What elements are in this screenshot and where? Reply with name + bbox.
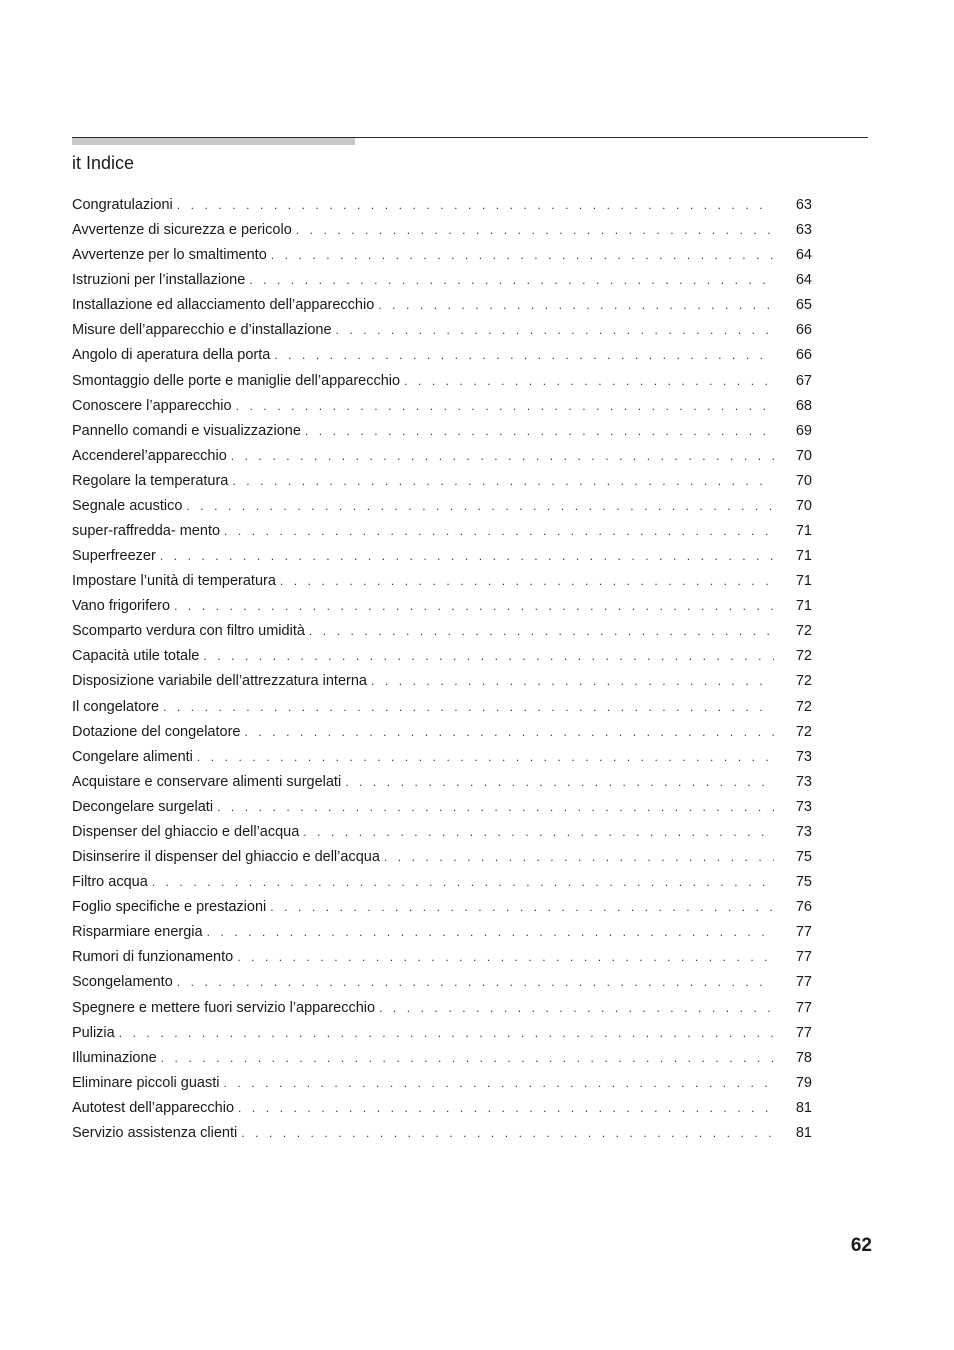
toc-entry[interactable] — [72, 519, 812, 544]
toc-entry[interactable] — [72, 970, 812, 995]
toc-entry-title: Acquistare e conservare alimenti surgelati — [72, 773, 342, 790]
toc-entry-page: 77 — [795, 974, 812, 991]
toc-entry-page: 77 — [795, 949, 812, 966]
toc-dot-leader — [152, 870, 774, 895]
toc-entry-page: 70 — [795, 472, 812, 489]
toc-entry-title: Scongelamento — [72, 974, 173, 991]
toc-entry-page: 70 — [795, 447, 812, 464]
toc-entry[interactable] — [72, 469, 812, 494]
toc-entry-page: 73 — [795, 773, 812, 790]
toc-dot-leader — [203, 644, 774, 669]
toc-entry-page: 73 — [795, 823, 812, 840]
toc-dot-leader — [238, 1096, 774, 1121]
toc-entry-title: Misure dell’apparecchio e d’installazione — [72, 322, 332, 339]
toc-dot-leader — [371, 669, 774, 694]
toc-dot-leader — [217, 795, 774, 820]
toc-entry-title: Disinserire il dispenser del ghiaccio e dell’acqua — [72, 849, 380, 866]
toc-entry-page: 64 — [795, 272, 812, 289]
toc-entry-title: Superfreezer — [72, 548, 156, 565]
toc-entry-title: Congratulazioni — [72, 197, 173, 213]
toc-entry[interactable] — [72, 669, 812, 694]
toc-entry[interactable] — [72, 870, 812, 895]
toc-dot-leader — [236, 394, 774, 419]
toc-entry[interactable] — [72, 369, 812, 394]
toc-entry-page: 71 — [795, 598, 812, 615]
toc-entry-title: Accenderel’apparecchio — [72, 447, 227, 464]
toc-entry-page: 73 — [795, 748, 812, 765]
toc-entry[interactable] — [72, 494, 812, 519]
toc-entry-page: 75 — [795, 849, 812, 866]
toc-entry-title: Segnale acustico — [72, 497, 183, 514]
toc-entry[interactable] — [72, 394, 812, 419]
toc-dot-leader — [241, 1121, 774, 1146]
toc-entry-title: Servizio assistenza clienti — [72, 1124, 238, 1141]
toc-entry[interactable] — [72, 945, 812, 970]
toc-entry-title: Installazione ed allacciamento dell’apparecchio — [72, 297, 375, 314]
toc-entry[interactable] — [72, 218, 812, 243]
toc-dot-leader — [119, 1021, 774, 1046]
toc-entry[interactable] — [72, 1021, 812, 1046]
toc-entry-page: 71 — [795, 523, 812, 540]
toc-entry-title: Dispenser del ghiaccio e dell’acqua — [72, 823, 300, 840]
toc-entry-page: 76 — [795, 899, 812, 916]
toc-dot-leader — [223, 1071, 774, 1096]
toc-dot-leader — [270, 895, 774, 920]
toc-entry-title: Smontaggio delle porte e maniglie dell’apparecchio — [72, 372, 401, 389]
toc-entry[interactable] — [72, 920, 812, 945]
toc-dot-leader — [232, 469, 774, 494]
toc-dot-leader — [160, 544, 774, 569]
toc-entry-page: 71 — [795, 548, 812, 565]
toc-dot-leader — [345, 770, 774, 795]
section-title: it Indice — [72, 153, 135, 173]
toc-entry-page: 66 — [795, 347, 812, 364]
toc-entry-title: Foglio specifiche e prestazioni — [72, 899, 267, 916]
toc-dot-leader — [224, 519, 774, 544]
toc-entry-title: Avvertenze per lo smaltimento — [72, 247, 267, 264]
toc-dot-leader — [161, 1046, 774, 1071]
toc-entry-page: 70 — [795, 497, 812, 514]
toc-entry-title: Angolo di aperatura della porta — [72, 347, 271, 364]
toc-entry-title: Spegnere e mettere fuori servizio l’apparecchio — [72, 999, 376, 1016]
toc-entry-title: Il congelatore — [72, 698, 160, 715]
toc-entry-page: 81 — [795, 1124, 812, 1141]
toc-entry[interactable] — [72, 820, 812, 845]
toc-dot-leader — [207, 920, 774, 945]
toc-entry-title: Capacità utile totale — [72, 648, 200, 665]
toc-entry-title: Eliminare piccoli guasti — [72, 1074, 220, 1091]
toc-entry-page: 77 — [795, 1024, 812, 1041]
toc-entry-title: Risparmiare energia — [72, 924, 203, 941]
toc-entry[interactable] — [72, 268, 812, 293]
toc-entry-page: 72 — [795, 673, 812, 690]
toc-entry-page: 79 — [795, 1074, 812, 1091]
toc-entry[interactable] — [72, 895, 812, 920]
toc-entry[interactable] — [72, 795, 812, 820]
toc-entry-page: 68 — [795, 397, 812, 414]
toc-entry-page: 72 — [795, 698, 812, 715]
toc-dot-leader — [384, 845, 774, 870]
toc-entry-title: super-raffredda- mento — [72, 523, 221, 540]
toc-dot-leader — [274, 343, 774, 368]
toc-entry-page: 73 — [795, 798, 812, 815]
toc-dot-leader — [379, 996, 774, 1021]
toc-entry-title: Rumori di funzionamento — [72, 949, 234, 966]
toc-entry-page: 64 — [795, 247, 812, 264]
toc-entry-title: Istruzioni per l’installazione — [72, 272, 246, 289]
toc-entry[interactable] — [72, 1046, 812, 1071]
toc-dot-leader — [249, 268, 774, 293]
toc-entry[interactable] — [72, 770, 812, 795]
toc-entry-title: Pannello comandi e visualizzazione — [72, 422, 301, 439]
toc-entry-title: Conoscere l’apparecchio — [72, 397, 232, 414]
toc-entry-page: 65 — [795, 297, 812, 314]
toc-entry-title: Disposizione variabile dell’attrezzatura interna — [72, 673, 367, 690]
toc-dot-leader — [174, 594, 774, 619]
toc-dot-leader — [378, 293, 774, 318]
toc-entry-title: Vano frigorifero — [72, 598, 171, 615]
toc-entry-title: Avvertenze di sicurezza e pericolo — [72, 222, 292, 239]
toc-entry-page: 78 — [795, 1049, 812, 1066]
toc-dot-leader — [244, 720, 774, 745]
toc-entry[interactable] — [72, 1096, 812, 1121]
toc-entry[interactable] — [72, 243, 812, 268]
toc-entry[interactable] — [72, 193, 812, 218]
toc-entry[interactable] — [72, 845, 812, 870]
toc-entry-page: 67 — [795, 372, 812, 389]
header-accent-bar — [72, 138, 355, 145]
toc-dot-leader — [303, 820, 774, 845]
toc-dot-leader — [296, 218, 774, 243]
toc-entry-page: 77 — [795, 999, 812, 1016]
toc-entry[interactable] — [72, 343, 812, 368]
toc-entry-page: 63 — [795, 222, 812, 239]
toc-entry-page: 77 — [795, 924, 812, 941]
toc-entry[interactable] — [72, 293, 812, 318]
toc-entry[interactable] — [72, 419, 812, 444]
toc-entry-page: 81 — [795, 1099, 812, 1116]
table-of-contents — [72, 193, 812, 1146]
toc-dot-leader — [280, 569, 774, 594]
toc-entry[interactable] — [72, 619, 812, 644]
toc-entry[interactable] — [72, 996, 812, 1021]
toc-entry-page: 72 — [795, 723, 812, 740]
toc-entry-title: Impostare l’unità di temperatura — [72, 573, 276, 590]
toc-entry[interactable] — [72, 644, 812, 669]
toc-dot-leader — [163, 695, 774, 720]
toc-entry-page: 69 — [795, 422, 812, 439]
toc-entry-title: Scomparto verdura con filtro umidità — [72, 623, 305, 640]
toc-entry[interactable] — [72, 444, 812, 469]
toc-entry-title: Decongelare surgelati — [72, 798, 214, 815]
toc-entry-title: Illuminazione — [72, 1049, 157, 1066]
toc-entry-title: Pulizia — [72, 1024, 115, 1041]
toc-entry[interactable] — [72, 594, 812, 619]
toc-entry[interactable] — [72, 569, 812, 594]
toc-entry-page: 72 — [795, 623, 812, 640]
toc-dot-leader — [186, 494, 774, 519]
toc-entry-title: Filtro acqua — [72, 874, 148, 891]
toc-dot-leader — [177, 970, 774, 995]
toc-entry-page: 71 — [795, 573, 812, 590]
toc-entry-page: 66 — [795, 322, 812, 339]
toc-dot-leader — [404, 369, 774, 394]
toc-entry-page: 63 — [795, 197, 812, 213]
toc-entry[interactable] — [72, 318, 812, 343]
toc-entry-page: 72 — [795, 648, 812, 665]
toc-entry-page: 75 — [795, 874, 812, 891]
toc-entry[interactable] — [72, 1071, 812, 1096]
toc-dot-leader — [305, 419, 774, 444]
toc-dot-leader — [197, 745, 774, 770]
toc-entry-title: Autotest dell’apparecchio — [72, 1099, 235, 1116]
toc-dot-leader — [336, 318, 774, 343]
toc-entry[interactable] — [72, 720, 812, 745]
toc-entry[interactable] — [72, 745, 812, 770]
toc-dot-leader — [231, 444, 774, 469]
toc-dot-leader — [177, 193, 774, 218]
toc-entry[interactable] — [72, 1121, 812, 1146]
toc-dot-leader — [271, 243, 774, 268]
toc-entry-title: Congelare alimenti — [72, 748, 193, 765]
page-number: 62 — [850, 1235, 872, 1256]
toc-dot-leader — [237, 945, 774, 970]
toc-entry-title: Dotazione del congelatore — [72, 723, 241, 740]
toc-entry-title: Regolare la temperatura — [72, 472, 229, 489]
toc-entry[interactable] — [72, 695, 812, 720]
toc-entry[interactable] — [72, 544, 812, 569]
toc-dot-leader — [309, 619, 774, 644]
